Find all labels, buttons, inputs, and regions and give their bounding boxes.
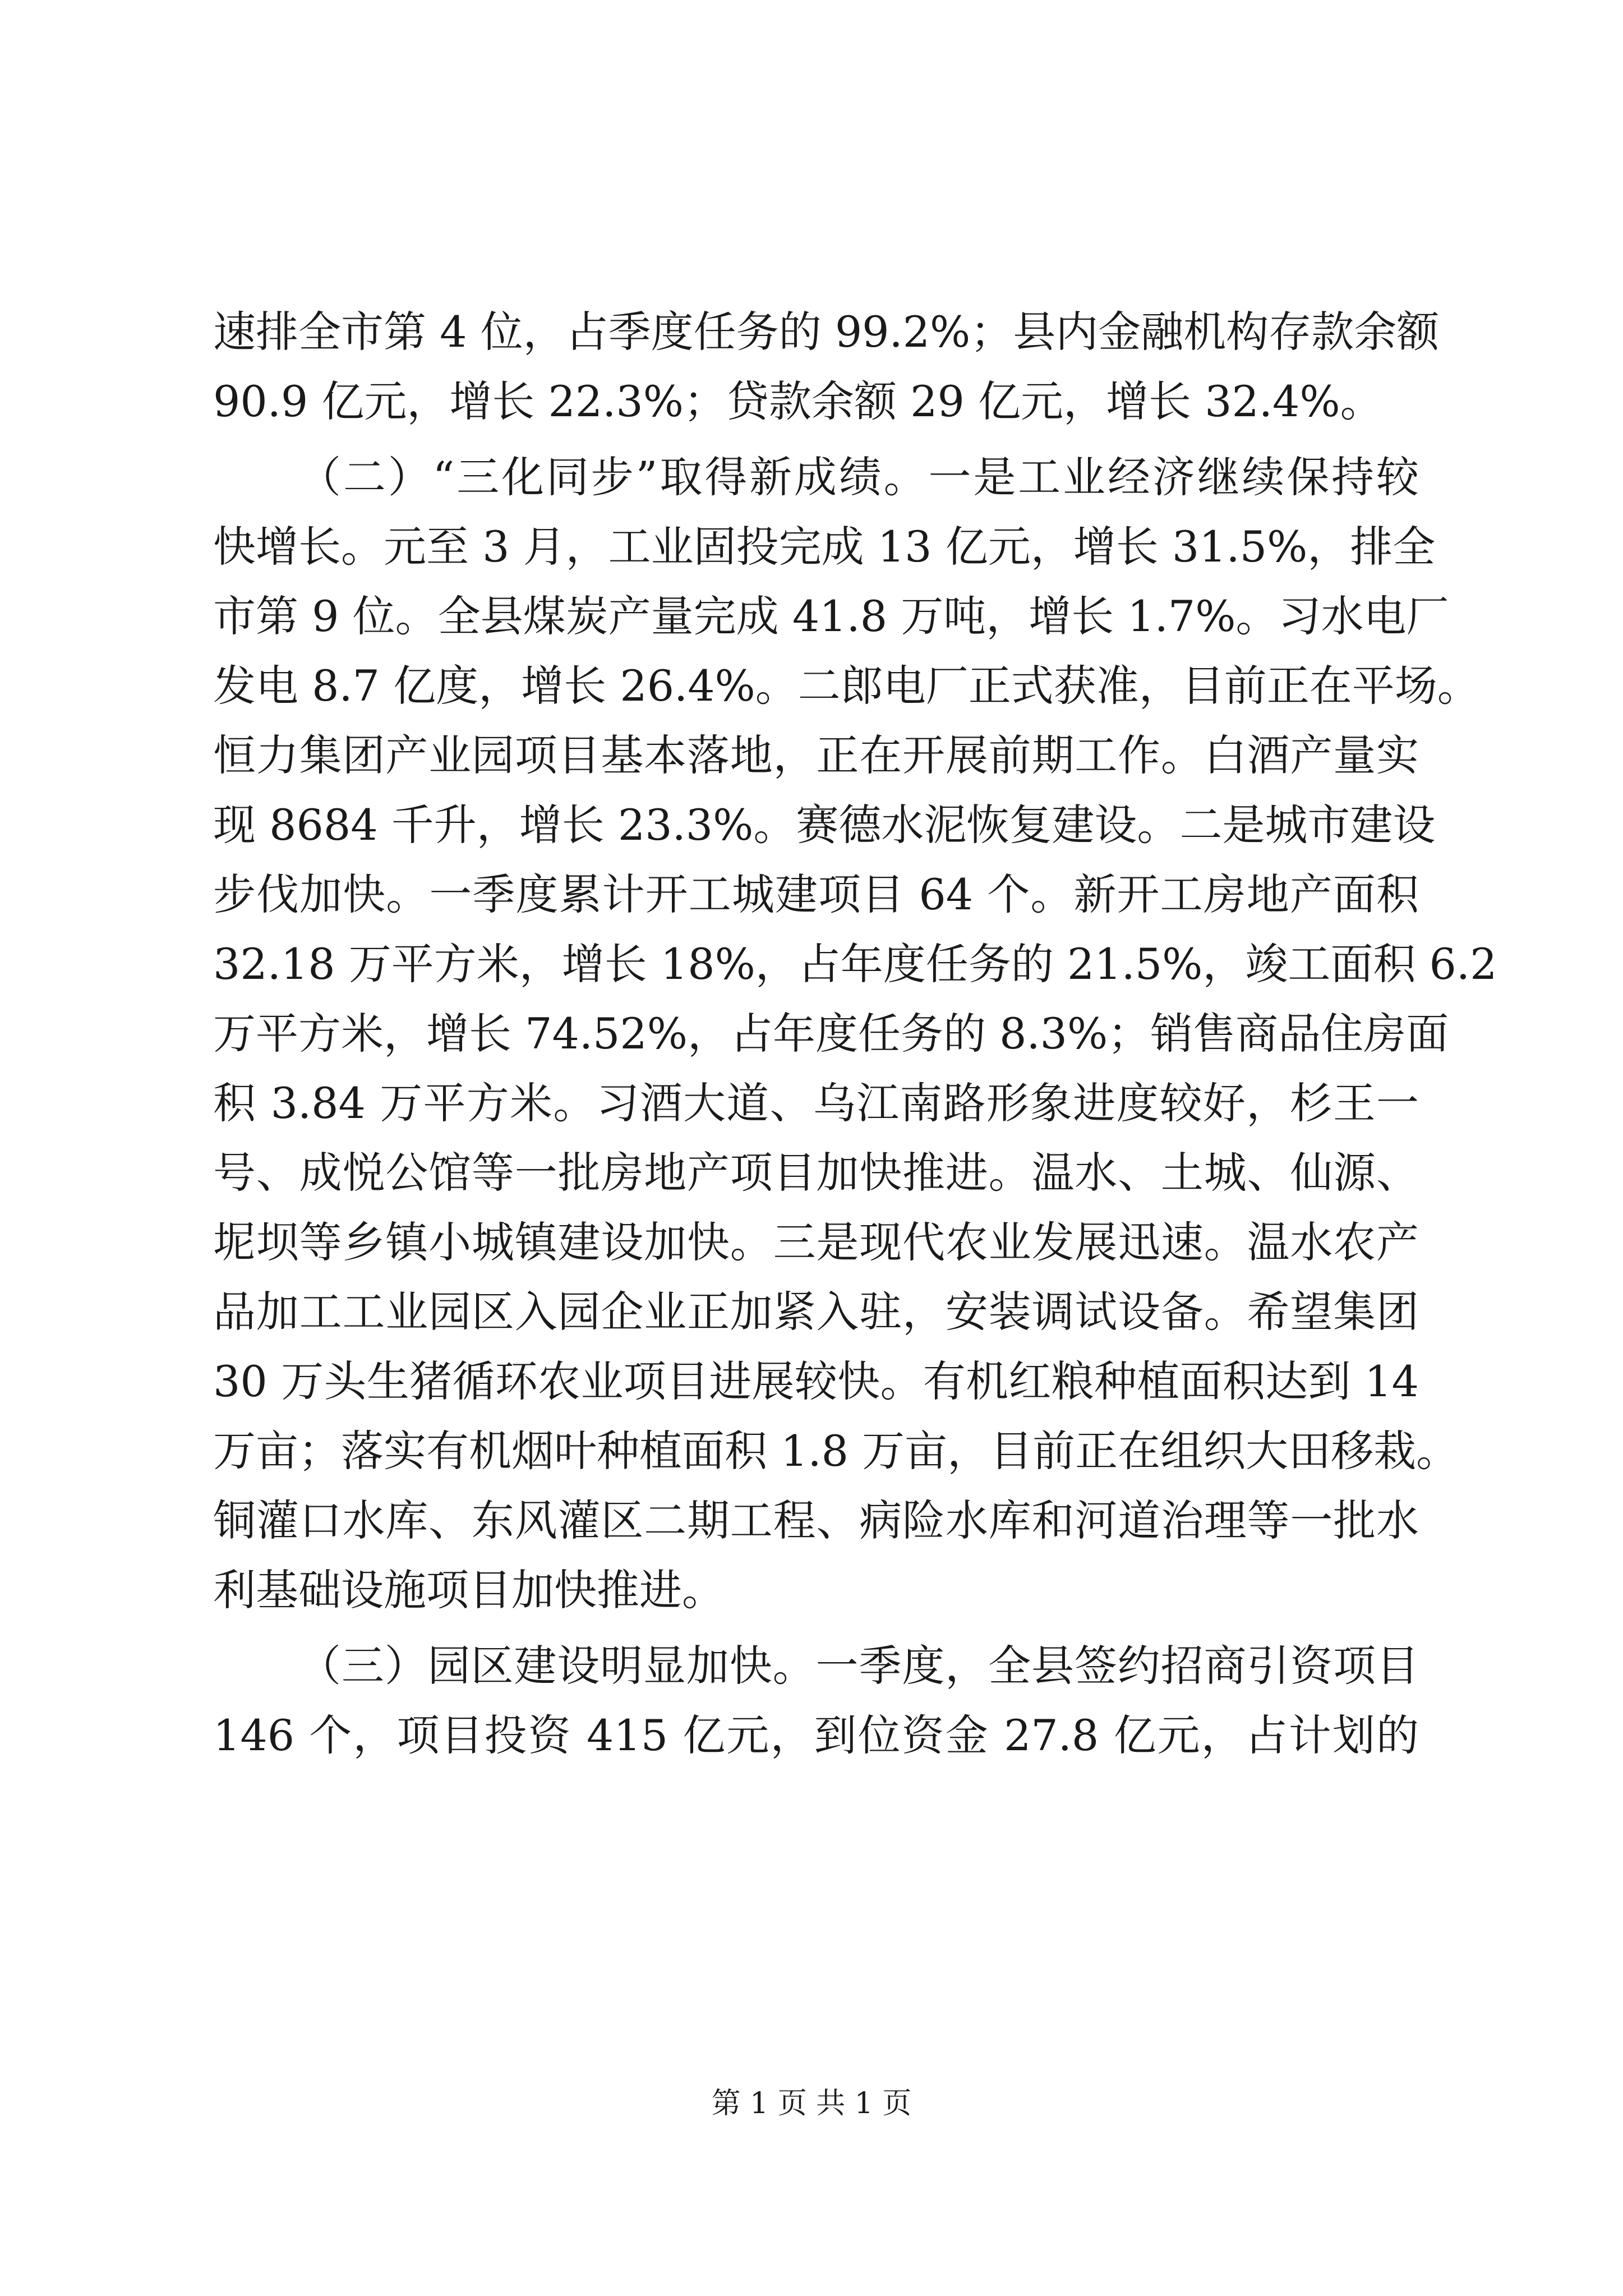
text-line: 积 3.84 万平方米。习酒大道、乌江南路形象进度较好，杉王一	[213, 1078, 1419, 1128]
text-line: 现 8684 千升，增长 23.3%。赛德水泥恢复建设。二是城市建设	[213, 800, 1436, 850]
text-line: （二）“三化同步”取得新成绩。一是工业经济继续保持较	[298, 452, 1419, 502]
text-line: 万亩；落实有机烟叶种植面积 1.8 万亩，目前正在组织大田移栽。	[213, 1426, 1459, 1476]
text-line: 坭坝等乡镇小城镇建设加快。三是现代农业发展迅速。温水农产	[213, 1217, 1419, 1267]
text-line: 恒力集团产业园项目基本落地，正在开展前期工作。白酒产量实	[213, 730, 1419, 780]
text-line: （三）园区建设明显加快。一季度，全县签约招商引资项目	[298, 1641, 1419, 1691]
text-line: 利基础设施项目加快推进。	[213, 1565, 725, 1615]
text-line: 发电 8.7 亿度，增长 26.4%。二郎电厂正式获准，目前正在平场。	[213, 661, 1480, 711]
text-line: 号、成悦公馆等一批房地产项目加快推进。温水、土城、仙源、	[213, 1148, 1419, 1198]
document-body	[213, 297, 1497, 1770]
text-line: 30 万头生猪循环农业项目进展较快。有机红粮种植面积达到 14	[213, 1356, 1419, 1406]
text-line: 90.9 亿元，增长 22.3%；贷款余额 29 亿元，增长 32.4%。	[213, 376, 1383, 426]
text-line: 万平方米，增长 74.52%，占年度任务的 8.3%；销售商品住房面	[213, 1009, 1449, 1059]
page-number-label: 第 1 页 共 1 页	[711, 2087, 912, 2120]
text-line: 市第 9 位。全县煤炭产量完成 41.8 万吨，增长 1.7%。习水电厂	[213, 591, 1449, 641]
text-line: 速排全市第 4 位，占季度任务的 99.2%；县内金融机构存款余额	[213, 307, 1440, 357]
text-line: 32.18 万平方米，增长 18%，占年度任务的 21.5%，竣工面积 6.2	[213, 939, 1497, 989]
text-line: 146 个，项目投资 415 亿元，到位资金 27.8 亿元，占计划的	[213, 1710, 1419, 1760]
text-line: 铜灌口水库、东风灌区二期工程、病险水库和河道治理等一批水	[213, 1496, 1419, 1545]
text-line: 品加工工业园区入园企业正加紧入驻，安装调试设备。希望集团	[213, 1287, 1419, 1337]
text-line: 步伐加快。一季度累计开工城建项目 64 个。新开工房地产面积	[213, 869, 1419, 919]
page-footer	[0, 2084, 1623, 2123]
text-line: 快增长。元至 3 月，工业固投完成 13 亿元，增长 31.5%，排全	[213, 522, 1436, 572]
